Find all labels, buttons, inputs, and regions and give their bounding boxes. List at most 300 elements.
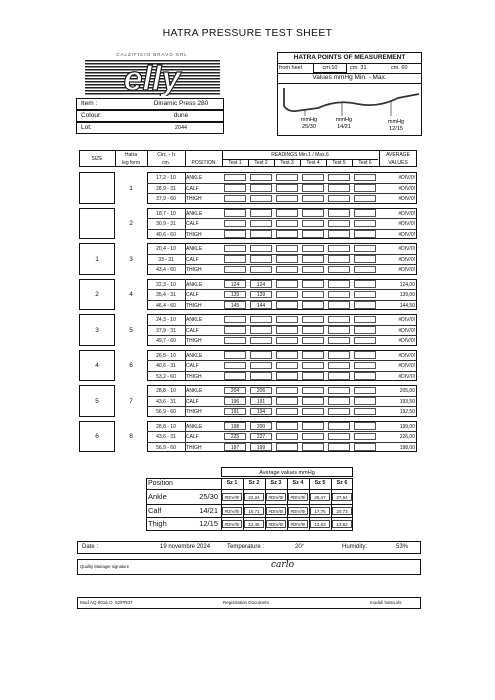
average-value: #DIV/0! xyxy=(398,327,415,334)
reading-box xyxy=(302,230,324,238)
col-divider xyxy=(185,385,186,417)
position-value: THIGH xyxy=(186,231,202,238)
size-col-header: Sz 3 xyxy=(270,480,282,486)
height-10: cm.10 xyxy=(313,63,347,73)
temperature-label: Temperature : xyxy=(227,544,265,550)
test1-value: 139 xyxy=(230,292,240,298)
average-value: 124,00 xyxy=(399,281,415,288)
reading-box xyxy=(354,209,376,217)
label-thigh-range: 12/15 xyxy=(389,126,403,132)
lot-value: 2044 xyxy=(174,125,188,131)
file-name: moduli hatra.xls xyxy=(370,600,402,605)
reading-box xyxy=(328,301,350,309)
test1-value: 198 xyxy=(230,423,240,430)
reading-box xyxy=(276,280,298,288)
position-value: THIGH xyxy=(186,444,202,451)
average-values-table xyxy=(146,467,353,531)
reading-box xyxy=(224,195,246,203)
test1-value: 197 xyxy=(230,444,240,451)
average-value: 226,00 xyxy=(399,434,415,440)
hatra-value: 7 xyxy=(129,397,133,405)
circ-header-2: cm. xyxy=(161,160,171,166)
reading-box xyxy=(224,245,246,253)
measurement-points-title: HATRA POINTS OF MEASUREMENT xyxy=(278,53,421,64)
average-value: #DIV/0! xyxy=(398,373,415,380)
reading-box xyxy=(276,301,298,309)
date-value: 19 novembre 2024 xyxy=(160,544,211,550)
sheet-title: HATRA PRESSURE TEST SHEET xyxy=(162,27,333,39)
average-value: 139,00 xyxy=(399,292,415,298)
reading-box xyxy=(276,443,298,451)
reading-box xyxy=(354,408,376,416)
col-divider xyxy=(185,421,186,453)
label-ankle-range: 25/30 xyxy=(302,124,316,130)
reading-box xyxy=(354,351,376,359)
test1-value: 191 xyxy=(230,409,240,415)
reading-box xyxy=(328,443,350,451)
reading-box xyxy=(276,387,298,395)
reading-box xyxy=(302,326,324,334)
size-col-header: Sz 5 xyxy=(314,480,326,486)
reading-box xyxy=(224,174,246,182)
reading-box xyxy=(302,433,324,441)
reading-box xyxy=(354,280,376,288)
col-divider xyxy=(185,279,186,311)
reading-box xyxy=(302,245,324,253)
test1-value: 196 xyxy=(230,398,240,405)
reading-box xyxy=(302,174,324,182)
average-header-1: AVERAGE xyxy=(386,152,410,158)
average-value: #DIV/0! xyxy=(398,317,415,323)
reading-box xyxy=(224,351,246,359)
test2-value: 194 xyxy=(256,409,266,415)
average-value: #DIV/0! xyxy=(398,352,415,359)
reading-box xyxy=(302,255,324,263)
circ-value: 43,6 - 31 xyxy=(156,434,176,440)
reading-box xyxy=(250,266,272,274)
readings-header: READINGS Min.1 / Max.6 xyxy=(271,152,329,158)
avg-position-name: Thigh xyxy=(148,519,167,528)
colour-value: dune xyxy=(173,112,189,119)
average-value: #DIV/0! xyxy=(398,221,415,227)
reading-box xyxy=(224,266,246,274)
reading-box xyxy=(354,316,376,324)
reading-box xyxy=(354,184,376,192)
reading-box xyxy=(328,280,350,288)
position-value: ANKLE xyxy=(186,423,203,430)
label-calf-range: 14/21 xyxy=(337,124,351,130)
hatra-value: 8 xyxy=(129,433,133,441)
reading-box xyxy=(250,230,272,238)
hatra-value: 6 xyxy=(129,362,133,370)
avg-value: 20,73 xyxy=(332,507,352,515)
position-value: THIGH xyxy=(186,373,202,380)
hatra-header-2: leg form xyxy=(121,160,141,166)
circ-value: 49,7 - 60 xyxy=(156,338,176,344)
size-col-header: Sz 6 xyxy=(336,480,348,486)
reading-box xyxy=(328,230,350,238)
temperature-value: 20° xyxy=(295,544,305,550)
size-cell xyxy=(79,208,115,240)
reading-box xyxy=(224,209,246,217)
reading-box xyxy=(328,433,350,441)
company-name: CALZIFICIO BRAVO SRL xyxy=(116,52,188,57)
reading-box xyxy=(302,387,324,395)
size-cell xyxy=(79,172,115,204)
values-label: Values mmHg Min. - Max. xyxy=(278,73,421,84)
size-value: 3 xyxy=(95,326,99,334)
document-code-row xyxy=(77,597,421,609)
test2-value: 144 xyxy=(256,302,266,309)
reading-box xyxy=(354,422,376,430)
hatra-value: 4 xyxy=(129,291,133,299)
avg-value: #DIV/0! xyxy=(222,507,242,515)
reading-box xyxy=(354,291,376,299)
test2-value: 139 xyxy=(256,292,266,298)
reading-box xyxy=(302,397,324,405)
reading-box xyxy=(302,184,324,192)
test2-value: 227 xyxy=(256,434,266,440)
circ-value: 30,9 - 31 xyxy=(156,221,176,227)
hatra-value: 1 xyxy=(129,184,133,192)
circ-value: 56,9 - 60 xyxy=(156,444,176,451)
average-value: #DIV/0! xyxy=(398,185,415,192)
reading-box xyxy=(224,255,246,263)
reading-box xyxy=(276,291,298,299)
reading-box xyxy=(328,220,350,228)
circ-value: 28,8 - 10 xyxy=(156,388,176,394)
avg-value: 27,64 xyxy=(332,493,352,501)
reading-box xyxy=(250,326,272,334)
size-header: SIZE xyxy=(91,156,103,162)
reading-box xyxy=(354,397,376,405)
position-value: THIGH xyxy=(186,409,202,415)
avg-position-range: 14/21 xyxy=(199,505,218,515)
svg-text:elly: elly xyxy=(123,60,181,96)
reading-box xyxy=(328,195,350,203)
size-value: 4 xyxy=(95,362,99,370)
reading-box xyxy=(224,184,246,192)
reading-box xyxy=(354,433,376,441)
reading-box xyxy=(328,337,350,345)
avg-value: #DIV/0! xyxy=(288,520,308,528)
average-values-title: Average values mmHg xyxy=(221,467,353,477)
size-value: 1 xyxy=(95,255,99,263)
test2-value: 124 xyxy=(256,281,266,288)
position-value: ANKLE xyxy=(186,175,203,181)
circ-value: 56,9 - 60 xyxy=(156,409,176,415)
reading-box xyxy=(302,372,324,380)
average-value: 193,50 xyxy=(399,398,415,405)
reading-box xyxy=(302,220,324,228)
avg-value: 28,47 xyxy=(310,493,330,501)
avg-value: 17,75 xyxy=(310,507,330,515)
col-divider xyxy=(185,243,186,275)
position-value: CALF xyxy=(186,256,199,263)
reading-box xyxy=(354,195,376,203)
test2-value: 199 xyxy=(256,444,266,451)
position-value: ANKLE xyxy=(186,246,203,252)
reading-box xyxy=(328,209,350,217)
reading-box xyxy=(302,280,324,288)
reading-box xyxy=(224,372,246,380)
avg-value: #DIV/0! xyxy=(266,493,286,501)
average-value: #DIV/0! xyxy=(398,363,415,369)
position-label: Position xyxy=(148,480,173,487)
size-col-header: Sz 1 xyxy=(226,480,238,486)
test2-value: 200 xyxy=(256,423,266,430)
position-value: THIGH xyxy=(186,302,202,309)
circ-value: 43,4 - 60 xyxy=(156,267,176,273)
average-value: 205,00 xyxy=(399,388,415,394)
average-value: 198,00 xyxy=(399,444,415,451)
reading-box xyxy=(302,337,324,345)
reading-box xyxy=(354,387,376,395)
reading-box xyxy=(328,291,350,299)
test1-value: 124 xyxy=(230,281,240,288)
circ-value: 22,3 - 10 xyxy=(156,281,176,288)
reading-box xyxy=(328,351,350,359)
circ-value: 53,2 - 60 xyxy=(156,373,176,380)
registration-document: Registration Document xyxy=(223,600,269,605)
reading-box xyxy=(354,245,376,253)
reading-box xyxy=(276,372,298,380)
reading-box xyxy=(328,397,350,405)
reading-box xyxy=(276,255,298,263)
height-31: cm. 31 xyxy=(350,65,367,71)
reading-box xyxy=(276,266,298,274)
reading-box xyxy=(302,351,324,359)
module-code: Mod.AQ 0016.O. 02/PR07 xyxy=(80,600,133,605)
size-col-header: Sz 2 xyxy=(248,480,260,486)
reading-box xyxy=(276,230,298,238)
average-value: #DIV/0! xyxy=(398,246,415,252)
humidity-label: Humidity: xyxy=(342,544,368,550)
reading-box xyxy=(328,316,350,324)
date-label: Date : xyxy=(82,544,99,550)
test-header-4: Test 4 xyxy=(306,160,320,166)
avg-value: #DIV/0! xyxy=(266,520,286,528)
test1-value: 145 xyxy=(230,302,240,309)
reading-box xyxy=(302,195,324,203)
reading-box xyxy=(276,433,298,441)
reading-box xyxy=(354,220,376,228)
average-value: #DIV/0! xyxy=(398,210,415,217)
reading-box xyxy=(328,362,350,370)
item-label: Item : xyxy=(81,100,98,107)
reading-box xyxy=(354,326,376,334)
average-value: 144,50 xyxy=(399,302,415,309)
signature-row xyxy=(77,559,421,575)
humidity-value: 53% xyxy=(396,544,409,550)
position-value: CALF xyxy=(186,292,199,298)
reading-box xyxy=(354,266,376,274)
reading-box xyxy=(224,337,246,345)
reading-box xyxy=(354,443,376,451)
reading-box xyxy=(328,184,350,192)
circ-value: 43,6 - 31 xyxy=(156,398,176,405)
size-col-header: Sz 4 xyxy=(292,480,304,486)
reading-box xyxy=(250,362,272,370)
reading-box xyxy=(250,372,272,380)
position-value: CALF xyxy=(186,185,199,192)
average-value: 199,00 xyxy=(399,423,415,430)
avg-value: #DIV/0! xyxy=(222,520,242,528)
circ-value: 35,4 - 31 xyxy=(156,292,176,298)
avg-value: 15,71 xyxy=(244,507,264,515)
avg-value: 22,24 xyxy=(244,493,264,501)
colour-label: Colour: xyxy=(81,112,102,119)
reading-box xyxy=(276,220,298,228)
reading-box xyxy=(328,245,350,253)
test1-value: 204 xyxy=(230,388,240,394)
lot-label: Lot: xyxy=(81,124,92,131)
test-header-3: Test 3 xyxy=(280,160,294,166)
reading-box xyxy=(276,422,298,430)
test-header-5: Test 5 xyxy=(332,160,346,166)
circ-value: 26,5 - 10 xyxy=(156,352,176,359)
height-60: cm. 60 xyxy=(391,65,408,71)
reading-box xyxy=(250,195,272,203)
reading-box xyxy=(250,245,272,253)
avg-value: #DIV/0! xyxy=(288,507,308,515)
col-divider xyxy=(185,208,186,240)
position-value: CALF xyxy=(186,434,199,440)
position-value: CALF xyxy=(186,363,199,369)
reading-box xyxy=(354,362,376,370)
avg-value: #DIV/0! xyxy=(288,493,308,501)
reading-box xyxy=(302,209,324,217)
avg-value: 13,53 xyxy=(310,520,330,528)
position-value: THIGH xyxy=(186,338,202,344)
circ-header-1: Circ. - h xyxy=(157,152,175,158)
average-value: #DIV/0! xyxy=(398,175,415,181)
reading-box xyxy=(276,174,298,182)
reading-box xyxy=(328,326,350,334)
avg-value: #DIV/0! xyxy=(222,493,242,501)
reading-box xyxy=(276,337,298,345)
test-header-2: Test 2 xyxy=(254,160,268,166)
position-value: THIGH xyxy=(186,196,202,202)
position-value: ANKLE xyxy=(186,317,203,323)
test-header-6: Test 6 xyxy=(358,160,372,166)
avg-position-name: Ankle xyxy=(148,492,167,501)
test2-value: 191 xyxy=(256,398,266,405)
reading-box xyxy=(276,209,298,217)
col-divider xyxy=(185,350,186,382)
hatra-header-1: Hatra xyxy=(124,152,138,158)
reading-box xyxy=(354,255,376,263)
average-value: #DIV/0! xyxy=(398,196,415,202)
reading-box xyxy=(250,184,272,192)
position-value: ANKLE xyxy=(186,352,203,359)
position-header: POSITION xyxy=(191,160,216,166)
reading-box xyxy=(224,362,246,370)
reading-box xyxy=(276,397,298,405)
reading-box xyxy=(276,184,298,192)
test2-value: 206 xyxy=(256,388,266,394)
reading-box xyxy=(354,337,376,345)
reading-box xyxy=(224,316,246,324)
average-value: 192,50 xyxy=(399,409,415,415)
avg-value: 12,46 xyxy=(244,520,264,528)
quality-manager-label: Quality Manager signature xyxy=(80,564,130,569)
position-value: CALF xyxy=(186,221,199,227)
col-divider xyxy=(185,314,186,346)
reading-box xyxy=(328,372,350,380)
test1-value: 225 xyxy=(230,434,240,440)
avg-position-range: 25/30 xyxy=(199,492,218,501)
reading-box xyxy=(276,326,298,334)
reading-box xyxy=(250,255,272,263)
reading-box xyxy=(250,337,272,345)
circ-value: 40,6 - 31 xyxy=(156,363,176,369)
position-value: THIGH xyxy=(186,267,202,273)
reading-box xyxy=(276,195,298,203)
item-value: Dinamic Press 280 xyxy=(153,100,209,107)
label-thigh-unit: mmHg xyxy=(387,119,405,125)
circ-value: 40,6 - 60 xyxy=(156,231,176,238)
reading-box xyxy=(354,174,376,182)
reading-box xyxy=(224,220,246,228)
reading-box xyxy=(302,291,324,299)
avg-value: #DIV/0! xyxy=(266,507,286,515)
avg-value: 13,92 xyxy=(332,520,352,528)
reading-box xyxy=(302,316,324,324)
avg-position-range: 12/15 xyxy=(199,519,218,528)
reading-box xyxy=(328,422,350,430)
reading-box xyxy=(276,362,298,370)
reading-box xyxy=(354,301,376,309)
from-heel-label: from heel xyxy=(279,65,302,71)
reading-box xyxy=(354,372,376,380)
average-value: #DIV/0! xyxy=(398,267,415,273)
position-value: CALF xyxy=(186,398,199,405)
reading-box xyxy=(328,387,350,395)
reading-box xyxy=(328,255,350,263)
reading-box xyxy=(302,266,324,274)
circ-value: 17,2 - 10 xyxy=(156,175,176,181)
avg-header-line xyxy=(146,489,353,490)
reading-box xyxy=(250,316,272,324)
reading-box xyxy=(224,326,246,334)
avg-row-line xyxy=(146,517,353,518)
average-value: #DIV/0! xyxy=(398,256,415,263)
hatra-value: 2 xyxy=(129,220,133,228)
reading-box xyxy=(250,209,272,217)
avg-position-name: Calf xyxy=(148,505,162,515)
label-calf-unit: mmHg xyxy=(335,117,353,123)
reading-box xyxy=(276,245,298,253)
label-ankle-unit: mmHg xyxy=(300,117,318,123)
avg-row-line xyxy=(146,504,353,505)
average-value: #DIV/0! xyxy=(398,338,415,344)
hatra-value: 3 xyxy=(129,255,133,263)
circ-value: 37,9 - 60 xyxy=(156,196,176,202)
reading-box xyxy=(328,266,350,274)
reading-box xyxy=(302,301,324,309)
reading-box xyxy=(328,174,350,182)
size-value: 2 xyxy=(95,291,99,299)
reading-box xyxy=(302,362,324,370)
reading-box xyxy=(276,351,298,359)
circ-value: 20,4 - 10 xyxy=(156,246,176,252)
circ-value: 18,7 - 10 xyxy=(156,210,176,217)
circ-value: 33 - 31 xyxy=(158,256,174,263)
reading-box xyxy=(328,408,350,416)
reading-box xyxy=(354,230,376,238)
circ-value: 28,9 - 31 xyxy=(156,185,176,192)
